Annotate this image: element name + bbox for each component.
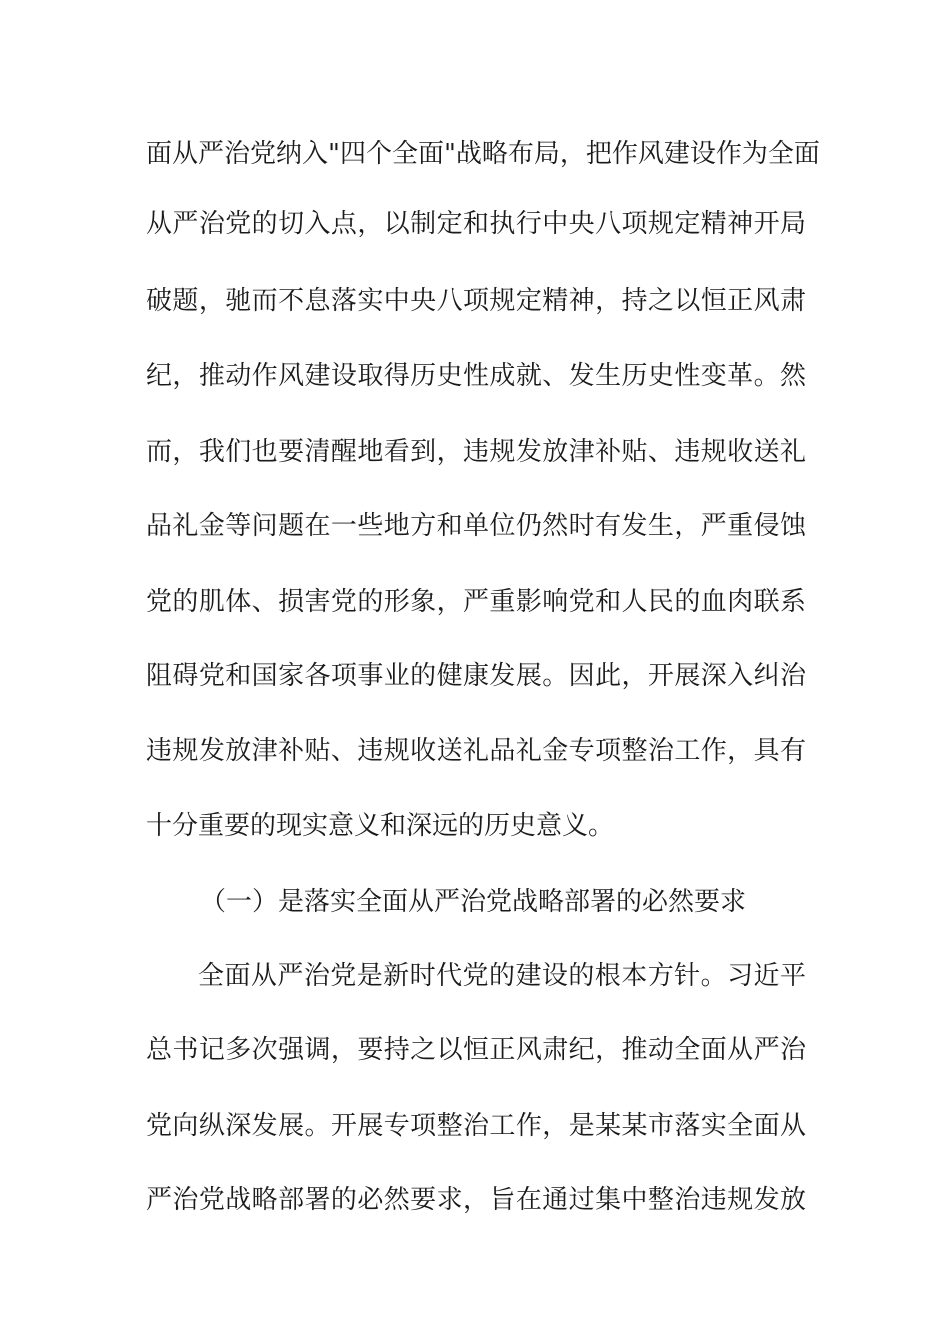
paragraph-line: 十分重要的现实意义和深远的历史意义。 bbox=[146, 811, 615, 841]
paragraph-line: 党向纵深发展。开展专项整治工作，是某某市落实全面从 bbox=[146, 1111, 806, 1141]
paragraph-line: 阻碍党和国家各项事业的健康发展。因此，开展深入纠治 bbox=[146, 661, 806, 691]
paragraph-line: 从严治党的切入点，以制定和执行中央八项规定精神开局 bbox=[146, 209, 806, 239]
section-heading: （一）是落实全面从严治党战略部署的必然要求 bbox=[200, 887, 747, 917]
paragraph-line: 破题，驰而不息落实中央八项规定精神，持之以恒正风肃 bbox=[146, 286, 806, 316]
paragraph-line: 全面从严治党是新时代党的建设的根本方针。习近平 bbox=[198, 961, 806, 991]
paragraph-line: 党的肌体、损害党的形象，严重影响党和人民的血肉联系 bbox=[146, 587, 806, 617]
paragraph-line: 违规发放津补贴、违规收送礼品礼金专项整治工作，具有 bbox=[146, 736, 806, 766]
paragraph-line: 品礼金等问题在一些地方和单位仍然时有发生，严重侵蚀 bbox=[146, 511, 806, 541]
paragraph-line: 严治党战略部署的必然要求，旨在通过集中整治违规发放 bbox=[146, 1185, 806, 1215]
paragraph-line: 面从严治党纳入"四个全面"战略布局，把作风建设作为全面 bbox=[146, 139, 820, 169]
paragraph-line: 总书记多次强调，要持之以恒正风肃纪，推动全面从严治 bbox=[146, 1035, 806, 1065]
paragraph-line: 纪，推动作风建设取得历史性成就、发生历史性变革。然 bbox=[146, 361, 806, 391]
paragraph-line: 而，我们也要清醒地看到，违规发放津补贴、违规收送礼 bbox=[146, 437, 806, 467]
